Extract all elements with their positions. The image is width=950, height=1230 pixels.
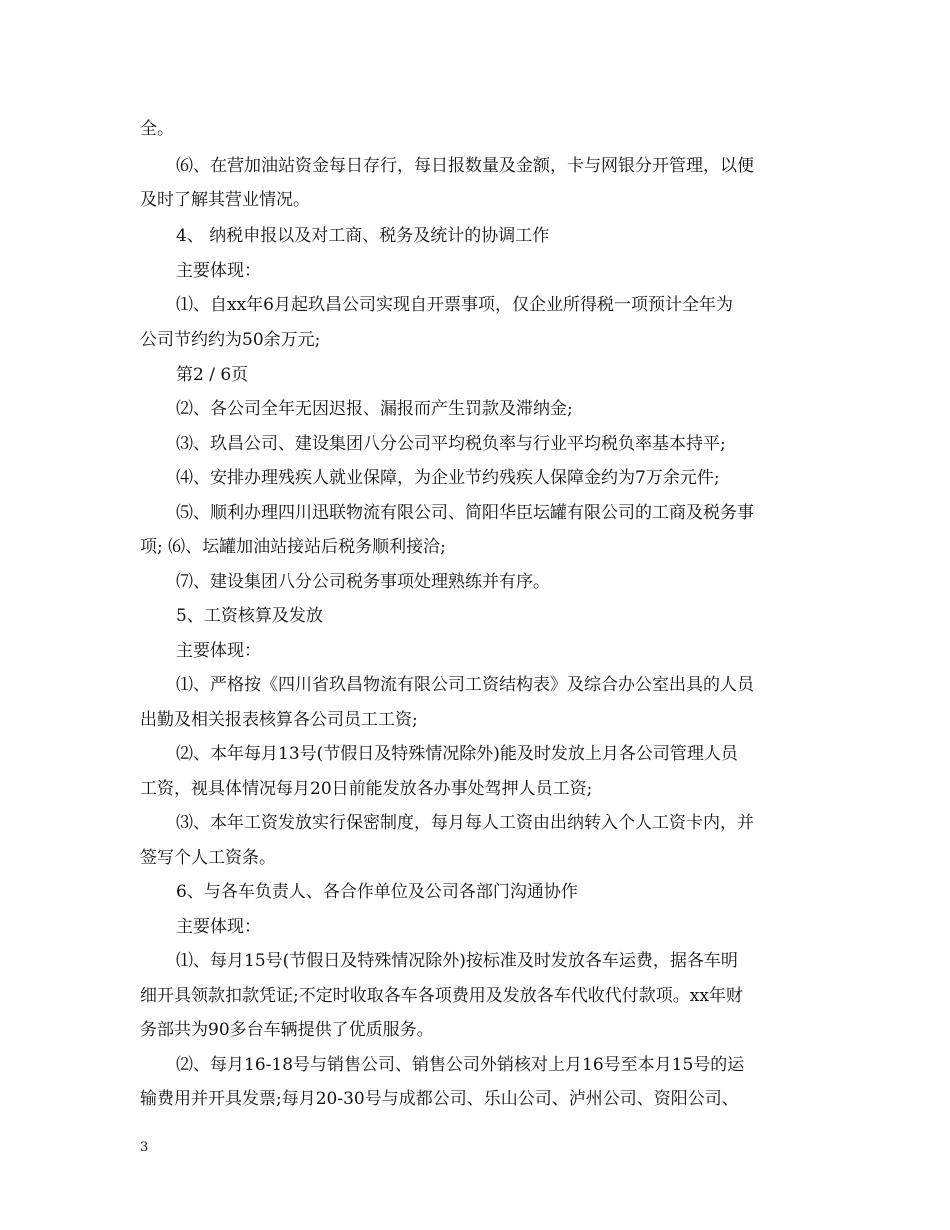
section-heading: 6、与各车负责人、各合作单位及公司各部门沟通协作 xyxy=(176,882,578,902)
text-line: 主要体现： xyxy=(176,641,261,661)
text-line: 工资，视具体情况每月20日前能发放各办事处驾押人员工资; xyxy=(140,779,593,799)
section-heading: 5、工资核算及发放 xyxy=(176,606,323,626)
text-line: 细开具领款扣款凭证;不定时收取各车各项费用及发放各车代收代付款项。xx年财 xyxy=(140,986,743,1006)
text-line: ⑸、顺利办理四川迅联物流有限公司、简阳华臣坛罐有限公司的工商及税务事 xyxy=(176,503,754,523)
text-line: 公司节约约为50余万元; xyxy=(140,330,321,350)
text-line: ⑹、在营加油站资金每日存行，每日报数量及金额，卡与网银分开管理，以便 xyxy=(176,156,754,176)
page-number: 3 xyxy=(140,1140,149,1155)
page-marker: 第2 / 6页 xyxy=(176,365,249,385)
text-line: ⑶、本年工资发放实行保密制度，每月每人工资由出纳转入个人工资卡内，并 xyxy=(176,813,754,833)
text-line: ⑵、每月16-18号与销售公司、销售公司外销核对上月16号至本月15号的运 xyxy=(176,1055,745,1075)
text-line: 项; ⑹、坛罐加油站接站后税务顺利接洽; xyxy=(140,537,446,557)
text-line: 全。 xyxy=(140,119,174,139)
text-line: ⑴、严格按《四川省玖昌物流有限公司工资结构表》及综合办公室出具的人员 xyxy=(176,675,754,695)
text-line: ⑶、玖昌公司、建设集团八分公司平均税负率与行业平均税负率基本持平; xyxy=(176,434,726,454)
text-line: ⑴、每月15号(节假日及特殊情况除外)按标准及时发放各车运费，据各车明 xyxy=(176,951,738,971)
text-line: ⑺、建设集团八分公司税务事项处理熟练并有序。 xyxy=(176,572,550,592)
text-line: ⑵、各公司全年无因迟报、漏报而产生罚款及滞纳金; xyxy=(176,399,573,419)
text-line: 主要体现： xyxy=(176,261,261,281)
text-line: 出勤及相关报表核算各公司员工工资; xyxy=(140,710,418,730)
text-line: ⑷、安排办理残疾人就业保障，为企业节约残疾人保障金约为7万余元件; xyxy=(176,468,720,488)
text-line: 签写个人工资条。 xyxy=(140,848,276,868)
text-line: ⑵、本年每月13号(节假日及特殊情况除外)能及时发放上月各公司管理人员 xyxy=(176,744,738,764)
text-line: 主要体现： xyxy=(176,917,261,937)
text-line: ⑴、自xx年6月起玖昌公司实现自开票事项，仅企业所得税一项预计全年为 xyxy=(176,295,733,315)
text-line: 务部共为90多台车辆提供了优质服务。 xyxy=(140,1020,434,1040)
section-heading: 4、 纳税申报以及对工商、税务及统计的协调工作 xyxy=(176,226,550,246)
text-line: 及时了解其营业情况。 xyxy=(140,190,310,210)
text-line: 输费用并开具发票;每月20-30号与成都公司、乐山公司、泸州公司、资阳公司、 xyxy=(140,1089,739,1109)
